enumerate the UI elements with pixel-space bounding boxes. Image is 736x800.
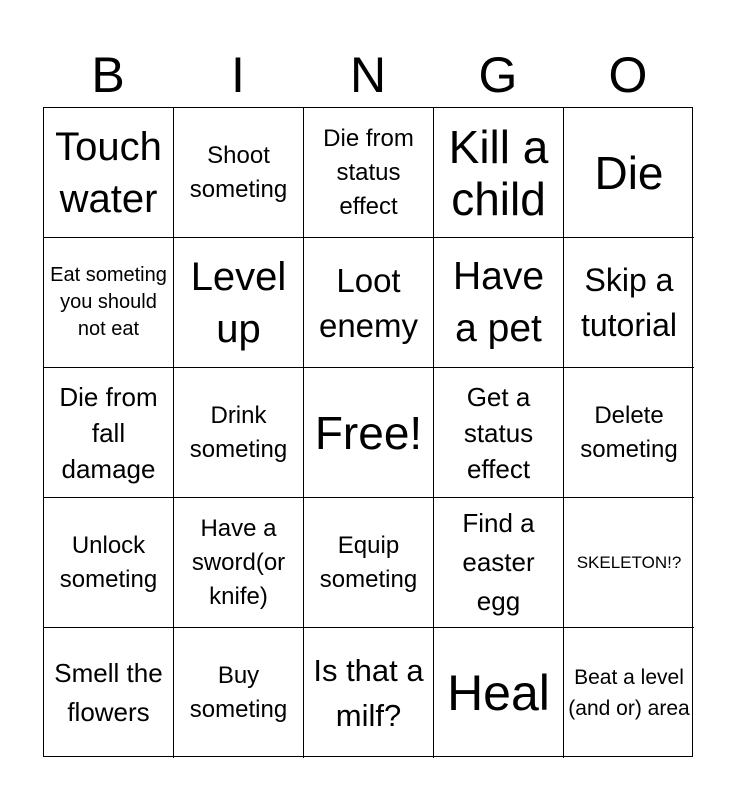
bingo-cell-1-3[interactable] <box>304 108 434 238</box>
bingo-cell-5-5[interactable] <box>564 628 694 758</box>
cell-text: Buy someting <box>189 662 288 723</box>
cell-text: Die from fall damage <box>59 381 158 484</box>
cell-text: Delete someting <box>580 401 678 463</box>
cell-text: Unlock someting <box>59 531 158 593</box>
bingo-cell-4-1[interactable] <box>44 498 174 628</box>
cell-text: Find a easter egg <box>462 508 535 616</box>
cell-text: Have a pet <box>452 254 545 350</box>
cell-text: Beat a level (and or) area <box>568 666 690 720</box>
cell-text: Loot enemy <box>318 261 419 344</box>
bingo-cell-4-2[interactable] <box>174 498 304 628</box>
bingo-cell-2-2[interactable] <box>174 238 304 368</box>
cell-text: Kill a child <box>448 120 549 225</box>
cell-text: Drink someting <box>189 401 288 463</box>
cell-text: Skip a tutorial <box>580 261 678 343</box>
bingo-board <box>43 107 693 757</box>
bingo-cell-2-3[interactable] <box>304 238 434 368</box>
bingo-cell-5-2[interactable] <box>174 628 304 758</box>
cell-text: Die <box>594 146 664 199</box>
bingo-header <box>43 44 693 106</box>
header-letter-b: B <box>91 47 125 103</box>
bingo-cell-2-1[interactable] <box>44 238 174 368</box>
bingo-cell-1-5[interactable] <box>564 108 694 238</box>
bingo-cell-3-4[interactable] <box>434 368 564 498</box>
bingo-cell-3-2[interactable] <box>174 368 304 498</box>
header-letter-o: O <box>608 47 648 103</box>
cell-text: Have a sword(or knife) <box>191 514 286 610</box>
bingo-cell-4-4[interactable] <box>434 498 564 628</box>
cell-text: Free! <box>314 406 423 459</box>
bingo-cell-free[interactable] <box>304 368 434 498</box>
cell-text: Die from status effect <box>323 124 414 220</box>
cell-text: Shoot someting <box>189 141 288 203</box>
cell-text: Heal <box>447 665 550 721</box>
cell-text: SKELETON!? <box>576 552 682 572</box>
cell-text: Smell the flowers <box>54 658 163 727</box>
cell-text: Eat someting you should not eat <box>50 264 167 340</box>
bingo-cell-2-4[interactable] <box>434 238 564 368</box>
bingo-cell-5-3[interactable] <box>304 628 434 758</box>
header-letter-i: I <box>231 47 245 103</box>
bingo-cell-2-5[interactable] <box>564 238 694 368</box>
cell-text: Equip someting <box>319 531 418 593</box>
bingo-cell-1-4[interactable] <box>434 108 564 238</box>
bingo-cell-4-5[interactable] <box>564 498 694 628</box>
cell-text: Touch water <box>55 124 162 221</box>
cell-text: Get a status effect <box>463 381 534 484</box>
cell-text: Is that a milf? <box>313 653 424 733</box>
header-letter-g: G <box>478 47 518 103</box>
bingo-cell-4-3[interactable] <box>304 498 434 628</box>
bingo-cell-5-4[interactable] <box>434 628 564 758</box>
cell-text: Level up <box>190 254 287 351</box>
bingo-cell-1-1[interactable] <box>44 108 174 238</box>
bingo-cell-5-1[interactable] <box>44 628 174 758</box>
bingo-cell-1-2[interactable] <box>174 108 304 238</box>
bingo-cell-3-1[interactable] <box>44 368 174 498</box>
header-letter-n: N <box>349 47 387 103</box>
bingo-cell-3-5[interactable] <box>564 368 694 498</box>
